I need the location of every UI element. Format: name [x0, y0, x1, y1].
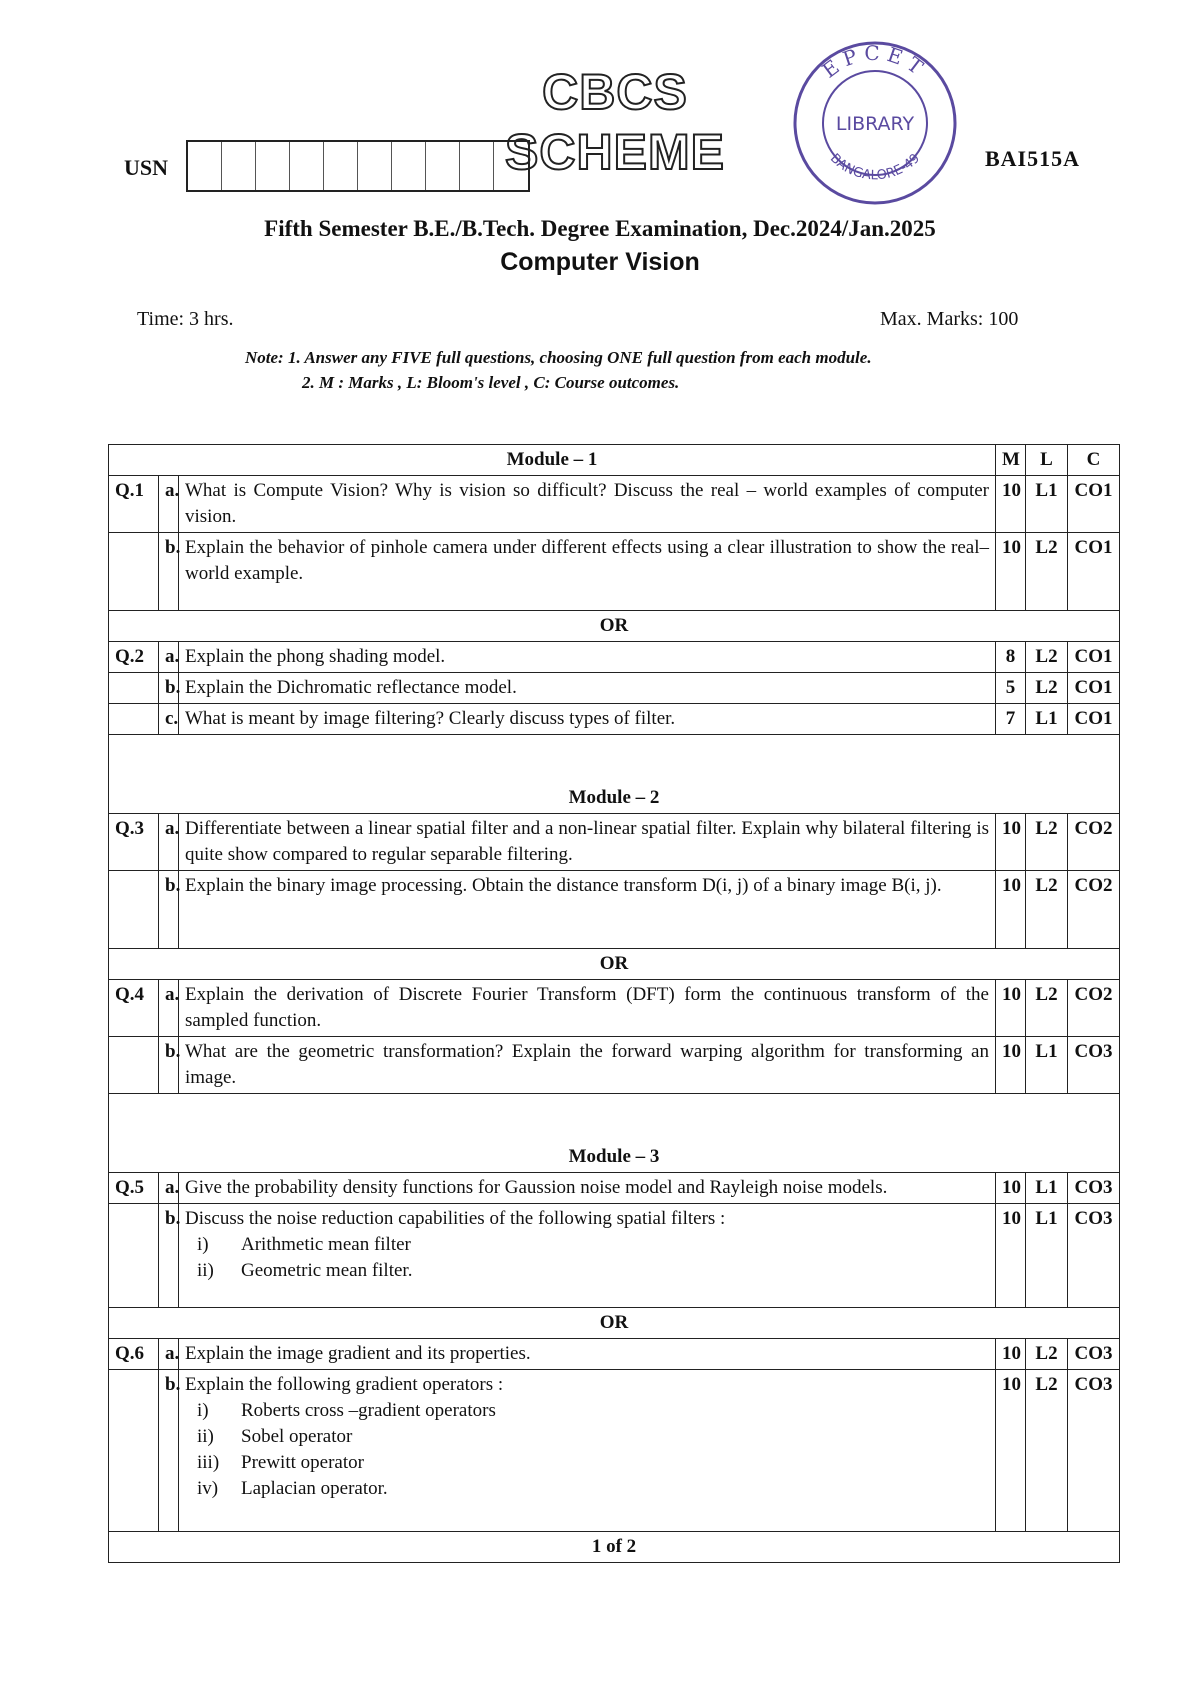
sub-question-letter: a.	[159, 642, 179, 673]
question-text: Differentiate between a linear spatial filter and a non-linear spatial filter. Explain why bilateral filtering is quite show compared to regular separable filtering.	[179, 814, 996, 871]
question-text: Explain the following gradient operators :	[185, 1374, 504, 1395]
or-separator-row	[109, 1308, 1120, 1339]
marks-value: 10	[996, 1339, 1026, 1370]
list-item	[185, 1232, 989, 1258]
sub-question-letter: a.	[159, 814, 179, 871]
question-text: Explain the binary image processing. Obtain the distance transform D(i, j) of a binary image B(i, j).	[179, 871, 996, 949]
sub-question-letter: c.	[159, 704, 179, 735]
or-label: OR	[109, 949, 1120, 980]
bloom-level: L2	[1026, 673, 1068, 704]
module-heading: Module – 1	[109, 445, 996, 476]
item-number: ii)	[197, 1426, 214, 1447]
bloom-level: L2	[1026, 1370, 1068, 1532]
question-text: What is meant by image filtering? Clearly discuss types of filter.	[179, 704, 996, 735]
paper-code: BAI515A	[985, 146, 1081, 171]
scheme-heading: CBCS SCHEME	[505, 64, 725, 180]
usn-box[interactable]	[426, 142, 460, 190]
question-number: Q.6	[109, 1339, 159, 1370]
question-text: Explain the derivation of Discrete Fourier Transform (DFT) form the continuous transform of the sampled function.	[179, 980, 996, 1037]
usn-box[interactable]	[460, 142, 494, 190]
question-row	[109, 476, 1120, 533]
module-heading: Module – 2	[109, 735, 1120, 814]
exam-duration: Time: 3 hrs.	[137, 308, 234, 330]
module-1-header-row	[109, 445, 1120, 476]
svg-text:BANGALORE-49	[827, 151, 923, 183]
exam-title: Fifth Semester B.E./B.Tech. Degree Examination, Dec.2024/Jan.2025	[264, 216, 936, 241]
marks-value: 8	[996, 642, 1026, 673]
bloom-level: L1	[1026, 476, 1068, 533]
note-line-1: Note: 1. Answer any FIVE full questions, choosing ONE full question from each module.	[245, 348, 872, 367]
item-text: Arithmetic mean filter	[241, 1234, 411, 1255]
item-number: i)	[197, 1234, 209, 1255]
marks-value: 10	[996, 1173, 1026, 1204]
usn-box[interactable]	[222, 142, 256, 190]
question-text: Give the probability density functions for Gaussion noise model and Rayleigh noise models.	[179, 1173, 996, 1204]
sub-question-letter: a.	[159, 980, 179, 1037]
usn-box[interactable]	[290, 142, 324, 190]
question-number: Q.1	[109, 476, 159, 533]
question-text: Explain the phong shading model.	[179, 642, 996, 673]
question-text: What is Compute Vision? Why is vision so difficult? Discuss the real – world examples of computer vision.	[179, 476, 996, 533]
item-text: Geometric mean filter.	[241, 1260, 413, 1281]
item-number: iv)	[197, 1478, 219, 1499]
list-item	[185, 1476, 989, 1502]
list-item	[185, 1450, 989, 1476]
course-outcome: CO1	[1068, 642, 1120, 673]
svg-text:EPCET	[818, 41, 933, 83]
usn-box-group	[186, 140, 530, 192]
item-text: Roberts cross –gradient operators	[241, 1400, 496, 1421]
item-number: ii)	[197, 1260, 214, 1281]
or-label: OR	[109, 1308, 1120, 1339]
question-text: Explain the behavior of pinhole camera under different effects using a clear illustration to show the real–world example.	[179, 533, 996, 611]
module-3-header-row	[109, 1094, 1120, 1173]
course-outcome: CO2	[1068, 980, 1120, 1037]
seal-bottom-text: BANGALORE-49	[826, 151, 924, 184]
marks-value: 10	[996, 871, 1026, 949]
page-number: 1 of 2	[109, 1532, 1120, 1563]
question-text: What are the geometric transformation? Explain the forward warping algorithm for transforming an image.	[179, 1037, 996, 1094]
module-heading: Module – 3	[109, 1094, 1120, 1173]
seal-top-text: EPCET	[817, 40, 933, 83]
bloom-level: L1	[1026, 704, 1068, 735]
sub-question-letter: a.	[159, 1339, 179, 1370]
marks-value: 7	[996, 704, 1026, 735]
sub-question-letter: b.	[159, 673, 179, 704]
marks-value: 10	[996, 1370, 1026, 1532]
item-number: iii)	[197, 1452, 220, 1473]
item-number: i)	[197, 1400, 209, 1421]
sub-question-letter: b.	[159, 871, 179, 949]
course-outcome: CO1	[1068, 673, 1120, 704]
question-row	[109, 980, 1120, 1037]
usn-box[interactable]	[324, 142, 358, 190]
or-separator-row	[109, 611, 1120, 642]
marks-value: 10	[996, 814, 1026, 871]
sub-item-list	[185, 1398, 989, 1502]
bloom-level: L2	[1026, 980, 1068, 1037]
course-outcome: CO3	[1068, 1037, 1120, 1094]
bloom-level: L1	[1026, 1173, 1068, 1204]
marks-column-header: M	[996, 445, 1026, 476]
max-marks: Max. Marks: 100	[880, 308, 1019, 330]
question-text: Explain the image gradient and its properties.	[179, 1339, 996, 1370]
level-column-header: L	[1026, 445, 1068, 476]
question-row	[109, 871, 1120, 949]
question-row	[109, 814, 1120, 871]
question-row	[109, 1037, 1120, 1094]
bloom-level: L2	[1026, 814, 1068, 871]
item-text: Sobel operator	[241, 1426, 353, 1447]
sub-question-letter: a.	[159, 476, 179, 533]
marks-value: 10	[996, 533, 1026, 611]
bloom-level: L2	[1026, 871, 1068, 949]
marks-value: 10	[996, 476, 1026, 533]
list-item	[185, 1398, 989, 1424]
question-number: Q.4	[109, 980, 159, 1037]
course-outcome: CO1	[1068, 476, 1120, 533]
usn-box[interactable]	[358, 142, 392, 190]
question-row	[109, 533, 1120, 611]
question-row	[109, 1339, 1120, 1370]
sub-question-letter: b.	[159, 1204, 179, 1308]
seal-center-text: LIBRARY	[835, 113, 915, 135]
marks-value: 10	[996, 1204, 1026, 1308]
usn-box[interactable]	[392, 142, 426, 190]
list-item	[185, 1424, 989, 1450]
question-text: Explain the Dichromatic reflectance model.	[179, 673, 996, 704]
outcome-column-header: C	[1068, 445, 1120, 476]
course-outcome: CO2	[1068, 871, 1120, 949]
course-outcome: CO2	[1068, 814, 1120, 871]
question-row	[109, 1370, 1120, 1532]
course-outcome: CO3	[1068, 1204, 1120, 1308]
question-row	[109, 1204, 1120, 1308]
sub-question-letter: b.	[159, 1037, 179, 1094]
item-text: Laplacian operator.	[241, 1478, 388, 1499]
page-footer-row	[109, 1532, 1120, 1563]
module-2-header-row	[109, 735, 1120, 814]
sub-question-letter: b.	[159, 1370, 179, 1532]
or-separator-row	[109, 949, 1120, 980]
item-text: Prewitt operator	[241, 1452, 364, 1473]
bloom-level: L2	[1026, 1339, 1068, 1370]
question-text: Discuss the noise reduction capabilities of the following spatial filters :	[185, 1208, 726, 1229]
question-row	[109, 673, 1120, 704]
sub-question-letter: a.	[159, 1173, 179, 1204]
bloom-level: L2	[1026, 533, 1068, 611]
usn-box[interactable]	[256, 142, 290, 190]
bloom-level: L1	[1026, 1037, 1068, 1094]
usn-label: USN	[124, 155, 169, 180]
bloom-level: L2	[1026, 642, 1068, 673]
question-row	[109, 1173, 1120, 1204]
library-seal-stamp	[790, 38, 960, 208]
or-label: OR	[109, 611, 1120, 642]
usn-box[interactable]	[188, 142, 222, 190]
question-row	[109, 704, 1120, 735]
marks-value: 5	[996, 673, 1026, 704]
note-line-2: 2. M : Marks , L: Bloom's level , C: Course outcomes.	[302, 373, 680, 392]
list-item	[185, 1258, 989, 1284]
sub-item-list	[185, 1232, 989, 1284]
question-number: Q.3	[109, 814, 159, 871]
course-outcome: CO3	[1068, 1173, 1120, 1204]
subject-title: Computer Vision	[500, 248, 700, 276]
question-cell	[179, 1370, 996, 1532]
bloom-level: L1	[1026, 1204, 1068, 1308]
marks-value: 10	[996, 1037, 1026, 1094]
usn-box[interactable]	[494, 142, 528, 190]
question-number: Q.5	[109, 1173, 159, 1204]
marks-value: 10	[996, 980, 1026, 1037]
course-outcome: CO3	[1068, 1339, 1120, 1370]
question-table	[108, 444, 1120, 1563]
course-outcome: CO1	[1068, 533, 1120, 611]
course-outcome: CO3	[1068, 1370, 1120, 1532]
question-cell	[179, 1204, 996, 1308]
question-row	[109, 642, 1120, 673]
question-number: Q.2	[109, 642, 159, 673]
sub-question-letter: b.	[159, 533, 179, 611]
course-outcome: CO1	[1068, 704, 1120, 735]
